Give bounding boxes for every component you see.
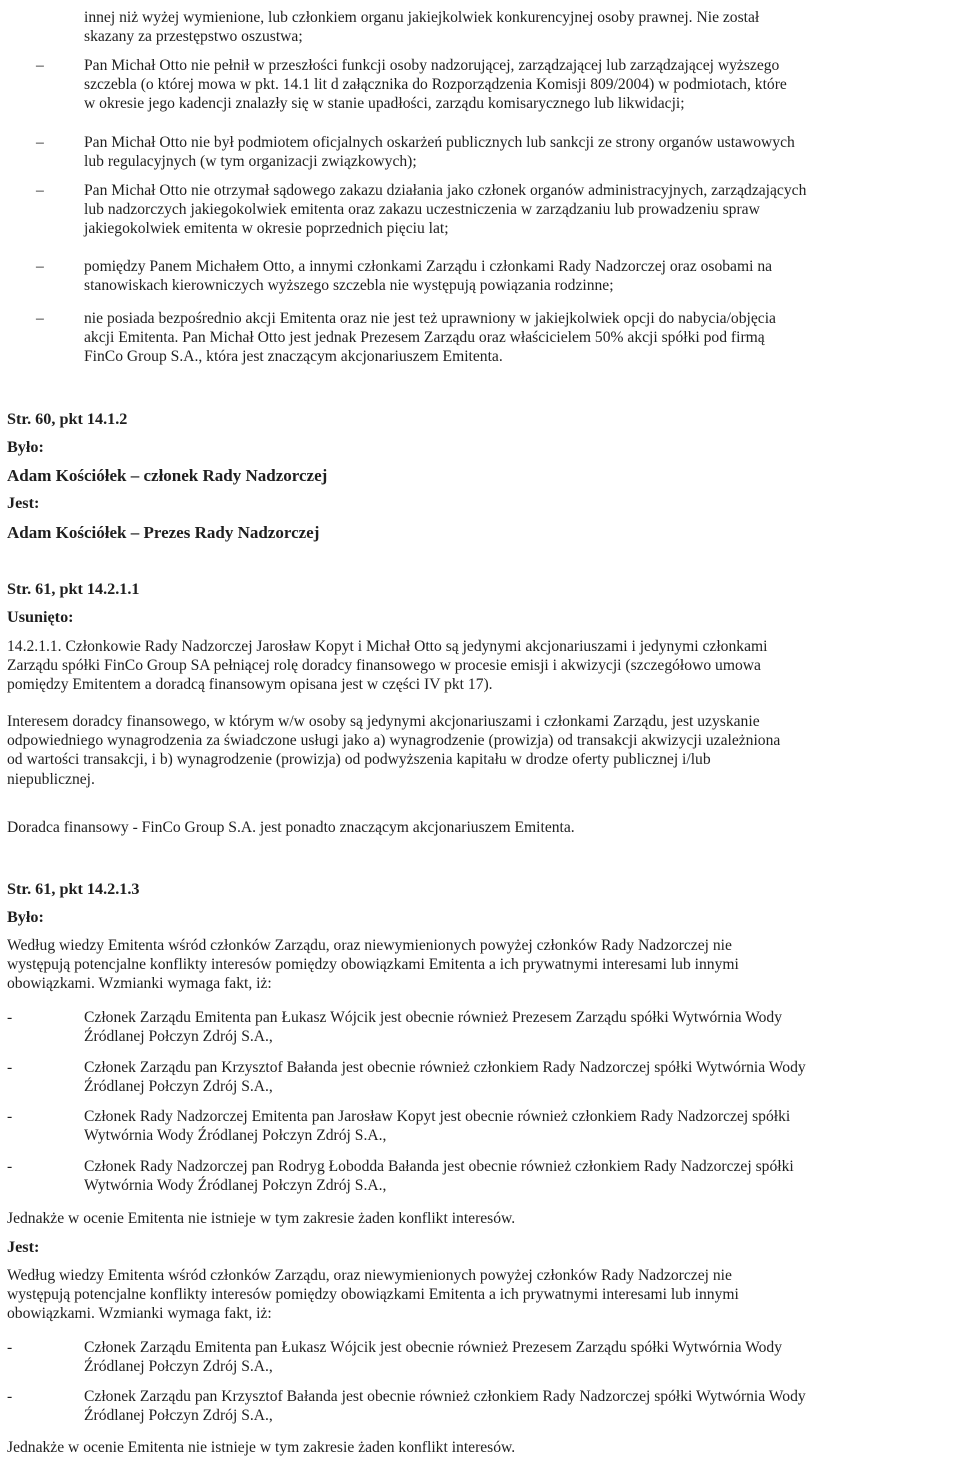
section-heading: Str. 61, pkt 14.2.1.3 — [7, 880, 140, 898]
is-text: Adam Kościółek – Prezes Rady Nadzorczej — [7, 523, 320, 542]
list-continuation-text: innej niż wyżej wymienione, lub członkiem organu jakiejkolwiek konkurencyjnej osoby prawnej. Nie został skazany za przestępstwo oszustwa; — [84, 9, 760, 46]
list-item: Członek Zarządu Emitenta pan Łukasz Wójcik jest obecnie również Prezesem Zarządu spółki Wytwórnia Wody Źródlanej Połczyn Zdrój S.A., — [84, 1339, 782, 1376]
paragraph: Jednakże w ocenie Emitenta nie istnieje w tym zakresie żaden konflikt interesów. — [7, 1439, 516, 1456]
list-item: pomiędzy Panem Michałem Otto, a innymi członkami Zarządu i członkami Rady Nadzorczej oraz osobami na stanowiskach kierowniczych wyższego szczebla nie występują powiązania rodzinne; — [84, 258, 773, 295]
paragraph: Doradca finansowy - FinCo Group S.A. jest ponadto znaczącym akcjonariuszem Emitenta. — [7, 819, 575, 836]
list-item: Członek Rady Nadzorczej Emitenta pan Jarosław Kopyt jest obecnie również członkiem Rady Nadzorczej spółki Wytwórnia Wody Źródlanej Połczyn Zdrój S.A., — [84, 1108, 791, 1145]
was-label: Było: — [7, 908, 44, 926]
list-bullet: – — [36, 182, 44, 199]
list-bullet: – — [36, 134, 44, 151]
list-item: Członek Rady Nadzorczej pan Rodryg Łobodda Bałanda jest obecnie również członkiem Rady Nadzorczej spółki Wytwórnia Wody Źródlanej Połczyn Zdrój S.A., — [84, 1158, 794, 1195]
list-item: nie posiada bezpośrednio akcji Emitenta oraz nie jest też uprawniony w jakiejkolwiek opcji do nabycia/objęcia akcji Emitenta. Pan Michał Otto jest jednak Prezesem Zarządu oraz właścicielem 50% akcji spółki pod firmą FinCo Group S.A., która jest znaczącym akcjonariuszem Emitenta. — [84, 310, 776, 366]
paragraph: Interesem doradcy finansowego, w którym w/w osoby są jedynymi akcjonariuszami i członkami Zarządu, jest uzyskanie odpowiedniego wynagrodzenia za świadczone usługi jako a) wynagrodzenie (prowizja) od transakcji akwizycji uzależniona od wartości transakcji, i b) wynagrodzenie (prowizja) od podwyższenia kapitału w drodze oferty publicznej i/lub niepublicznej. — [7, 713, 781, 788]
list-bullet: – — [36, 57, 44, 74]
paragraph: 14.2.1.1. Członkowie Rady Nadzorczej Jarosław Kopyt i Michał Otto są jedynymi akcjonariuszami i jedynymi członkami Zarządu spółki FinCo Group SA pełniącej rolę doradcy finansowego w procesie emisji i akwizycji (szczegółowo umowa pomiędzy Emitentem a doradcą finansowym opisana jest w części IV pkt 17). — [7, 638, 768, 694]
list-bullet: - — [7, 1009, 13, 1026]
list-bullet: - — [7, 1388, 13, 1405]
list-bullet: - — [7, 1158, 13, 1175]
list-bullet: - — [7, 1108, 13, 1125]
was-label: Było: — [7, 438, 44, 456]
section-heading: Str. 60, pkt 14.1.2 — [7, 410, 128, 428]
is-label: Jest: — [7, 1238, 40, 1256]
list-item: Członek Zarządu pan Krzysztof Bałanda jest obecnie również członkiem Rady Nadzorczej spółki Wytwórnia Wody Źródlanej Połczyn Zdrój S.A., — [84, 1388, 806, 1425]
is-label: Jest: — [7, 494, 40, 512]
paragraph: Jednakże w ocenie Emitenta nie istnieje w tym zakresie żaden konflikt interesów. — [7, 1210, 516, 1227]
section-heading: Str. 61, pkt 14.2.1.1 — [7, 580, 140, 598]
list-bullet: – — [36, 310, 44, 327]
list-bullet: - — [7, 1059, 13, 1076]
was-text: Adam Kościółek – członek Rady Nadzorczej — [7, 466, 328, 485]
paragraph: Według wiedzy Emitenta wśród członków Zarządu, oraz niewymienionych powyżej członków Rady Nadzorczej nie występują potencjalne konflikty interesów pomiędzy obowiązkami Emitenta a ich prywatnymi interesami lub innymi obowiązkami. Wzmianki wymaga fakt, iż: — [7, 937, 739, 993]
list-item: Członek Zarządu Emitenta pan Łukasz Wójcik jest obecnie również Prezesem Zarządu spółki Wytwórnia Wody Źródlanej Połczyn Zdrój S.A., — [84, 1009, 782, 1046]
list-item: Pan Michał Otto nie otrzymał sądowego zakazu działania jako członek organów administracyjnych, zarządzających lub nadzorczych jakiegokolwiek emitenta oraz zakazu uczestniczenia w zarządzaniu lub prowadzeniu spraw jakiegokolwiek emitenta w okresie poprzednich pięciu lat; — [84, 182, 807, 238]
list-item: Pan Michał Otto nie pełnił w przeszłości funkcji osoby nadzorującej, zarządzającej lub zarządzającej wyższego szczebla (o której mowa w pkt. 14.1 lit d załącznika do Rozporządzenia Komisji 809/2004) w podmiotach, które w okresie jego kadencji znalazły się w stanie upadłości, zarządu komisarycznego lub likwidacji; — [84, 57, 787, 113]
list-item: Pan Michał Otto nie był podmiotem oficjalnych oskarżeń publicznych lub sankcji ze strony organów ustawowych lub regulacyjnych (w tym organizacji związkowych); — [84, 134, 795, 171]
paragraph: Według wiedzy Emitenta wśród członków Zarządu, oraz niewymienionych powyżej członków Rady Nadzorczej nie występują potencjalne konflikty interesów pomiędzy obowiązkami Emitenta a ich prywatnymi interesami lub innymi obowiązkami. Wzmianki wymaga fakt, iż: — [7, 1267, 739, 1323]
removed-label: Usunięto: — [7, 608, 74, 626]
list-bullet: – — [36, 258, 44, 275]
list-bullet: - — [7, 1339, 13, 1356]
list-item: Członek Zarządu pan Krzysztof Bałanda jest obecnie również członkiem Rady Nadzorczej spółki Wytwórnia Wody Źródlanej Połczyn Zdrój S.A., — [84, 1059, 806, 1096]
